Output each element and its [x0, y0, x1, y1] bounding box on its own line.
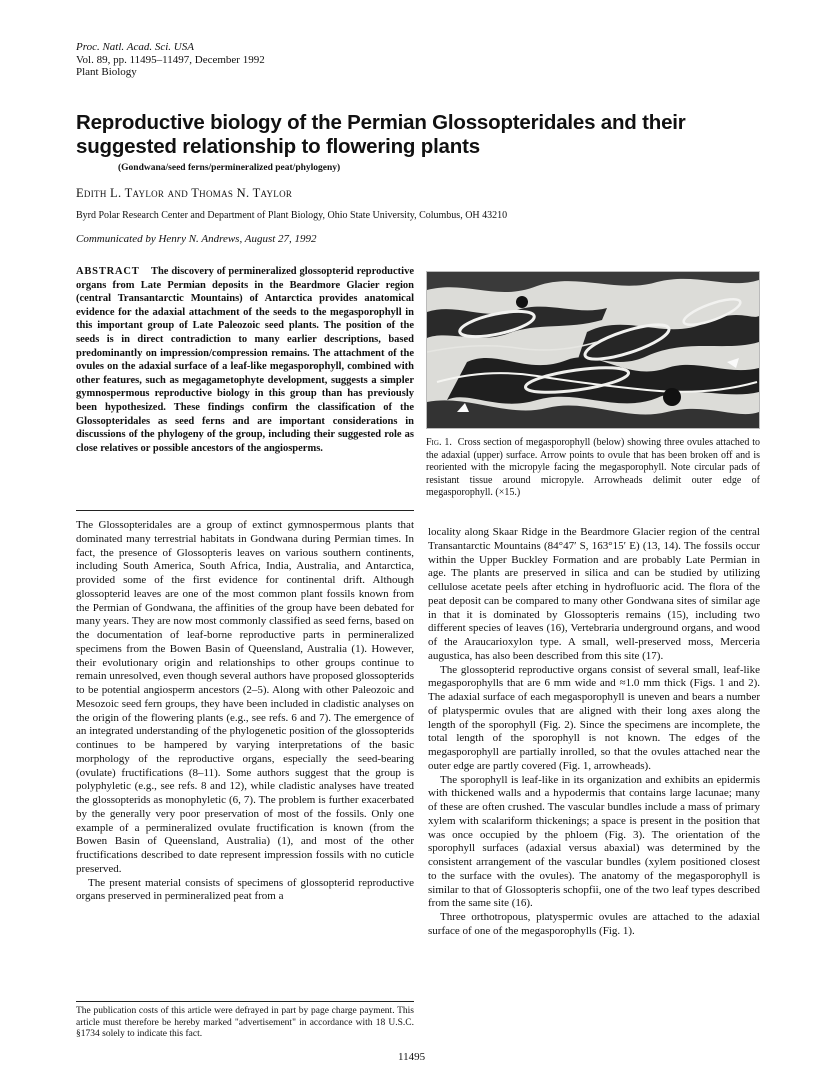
micrograph-image: [427, 272, 759, 428]
journal-header: [76, 41, 265, 79]
body-paragraph: locality along Skaar Ridge in the Beardmore Glacier region of the central Transantarctic Mountains (84°47′ S, 163°15′ E) (13, 14). The fossils occur within the Upper Buckley Formation and are probably Late Permian in age. The plants are preserved in silica and can be studied by utilizing cellulose acetate peels after etching in hydrofluoric acid. The flora of the peat deposit can be compared to many other Gondwana sites of similar age in that it is dominated by Glossopteris remains (15), including two different species of leaves (16), Vertebraria underground organs, and wood of the Araucarioxylon type. A small, well-preserved moss, Merceria augustica, has also been described from this site (17).: [428, 526, 760, 662]
page-number: 11495: [398, 1051, 426, 1063]
figure-label: Fig. 1.: [426, 437, 452, 448]
authors: Edith L. Taylor and Thomas N. Taylor: [76, 186, 293, 200]
body-paragraph: The present material consists of specimens of glossopterid reproductive organs preserved in permineralized peat from a: [76, 876, 414, 903]
body-column-right: [428, 526, 760, 939]
abstract-text: The discovery of permineralized glossopterid reproductive organs from Late Permian deposits in the Beardmore Glacier region (central Transantarctic Mountains) of Antarctica provides anatomical evidence for the adaxial attachment of the seeds to the megasporophyll in this important group of Late Paleozoic seed plants. The position of the seeds is in direct contradiction to many earlier descriptions, based predominantly on impression/compression remains. The attachment of the ovules on the adaxial surface of a leaf-like megasporophyll, combined with other features, such as megagametophyte development, suggests a simpler gymnospermous reproductive biology in this group than has previously been hypothesized. These findings confirm the classification of the Glossopteridales as seed ferns and are important considerations in discussions of the phylogeny of the group, including their suggested role as close relatives or possible ancestors of the angiosperms.: [76, 266, 415, 454]
abstract-divider: [76, 510, 414, 511]
journal-section: Plant Biology: [76, 66, 137, 78]
body-paragraph: The Glossopteridales are a group of extinct gymnospermous plants that dominated many terrestrial habitats in Gondwana during Permian times. In fact, the presence of Glossopteris leaves on various southern continents, including South America, South Africa, India, Australia, and Antarctica, provided some of the first evidence for continental drift. Although glossopterid leaves are one of the most common plant fossils known from the Permian of Gondwana, the affinities of the group have been debated for many years. They are now most commonly classified as seed ferns, based on the documentation of leaf-borne reproductive parts in permineralized specimens from the Bowen Basin of Queensland, Australia (1). However, their evolutionary origin and relationships to other groups continue to remain unresolved, even though several authors have proposed glossopterids to be potential angiosperm ancestors (2–5). Along with other Paleozoic and Mesozoic seed fern groups, they have been included in cladistic analyses on the origin of the flowering plants (e.g., see refs. 6 and 7). The emergence of an integrated understanding of the phylogenetic position of the glossopterids continues to be hampered by varying interpretations of the basic morphology of the reproductive organs, especially the seed-bearing (ovulate) fructifications (8–11). Some authors suggest that the group is polyphyletic (e.g., see refs. 8 and 12), while cladistic analyses have treated the glossopterids as monophyletic (6, 7). The problem is further exacerbated by the generally very poor preservation of most of the fossils. Only one example of a permineralized ovulate fructification is known (from the Bowen Basin of Queensland, Australia) (1), and most of the other fructifications described to date represent impression fossils with no cuticle preserved.: [76, 519, 414, 875]
journal-citation: Vol. 89, pp. 11495–11497, December 1992: [76, 53, 265, 66]
paper-title: Reproductive biology of the Permian Glossopteridales and their suggested relationship to flowering plants: [76, 111, 686, 158]
figure-1-micrograph: [426, 271, 760, 429]
abstract-label: ABSTRACT: [76, 266, 140, 277]
footnote-divider: [76, 1001, 414, 1002]
keywords: (Gondwana/seed ferns/permineralized peat/phylogeny): [118, 163, 341, 173]
abstract: [76, 265, 414, 455]
body-column-left: [76, 519, 414, 904]
affiliation: Byrd Polar Research Center and Department of Plant Biology, Ohio State University, Columbus, OH 43210: [76, 210, 508, 221]
figure-1-caption: [426, 437, 760, 500]
body-paragraph: The glossopterid reproductive organs consist of several small, leaf-like megasporophylls that are 6 mm wide and ≈1.0 mm thick (Figs. 1 and 2). The adaxial surface of each megasporophyll is uneven and bears a number of platyspermic ovules that are aligned with their long axes along the length of the sporophyll (Fig. 2). Since the specimens are incomplete, the total length of the sporophyll is not known. The edges of the megasporophyll are partially inrolled, so that the ovules attached near the outer edge are partly covered (Fig. 1, arrowheads).: [428, 663, 760, 772]
body-paragraph: The sporophyll is leaf-like in its organization and exhibits an epidermis with thickened walls and a hypodermis that contains large lacunae; many of these are often crushed. The vascular bundles include a mass of primary xylem with scalariform thickenings; a space is present in the position that was once occupied by the phloem (Fig. 3). The orientation of the sporophyll surfaces (adaxial versus abaxial) was determined by the consistent arrangement of the vascular bundles (xylem positioned closest to the surface with the ovules). The anatomy of the megasporophyll is similar to that of Glossopteris schopfii, one of the two leaf types described from the same site (16).: [428, 773, 760, 910]
communicated-by: Communicated by Henry N. Andrews, August 27, 1992: [76, 233, 317, 245]
journal-name: Proc. Natl. Acad. Sci. USA: [76, 41, 194, 53]
footnote: The publication costs of this article were defrayed in part by page charge payment. This article must therefore be hereby marked "advertisement" in accordance with 18 U.S.C. §1734 solely to indicate this fact.: [76, 1006, 414, 1039]
body-paragraph: Three orthotropous, platyspermic ovules are attached to the adaxial surface of one of the megasporophylls (Fig. 1).: [428, 911, 760, 937]
figure-caption-text: Cross section of megasporophyll (below) showing three ovules attached to the adaxial (upper) surface. Arrow points to ovule that has been broken off and is reoriented with the micropyle facing the megasporophyll. Note circular pads of resistant tissue around micropyle. Arrowheads delimit outer edge of megasporophyll. (×15.): [426, 437, 761, 499]
